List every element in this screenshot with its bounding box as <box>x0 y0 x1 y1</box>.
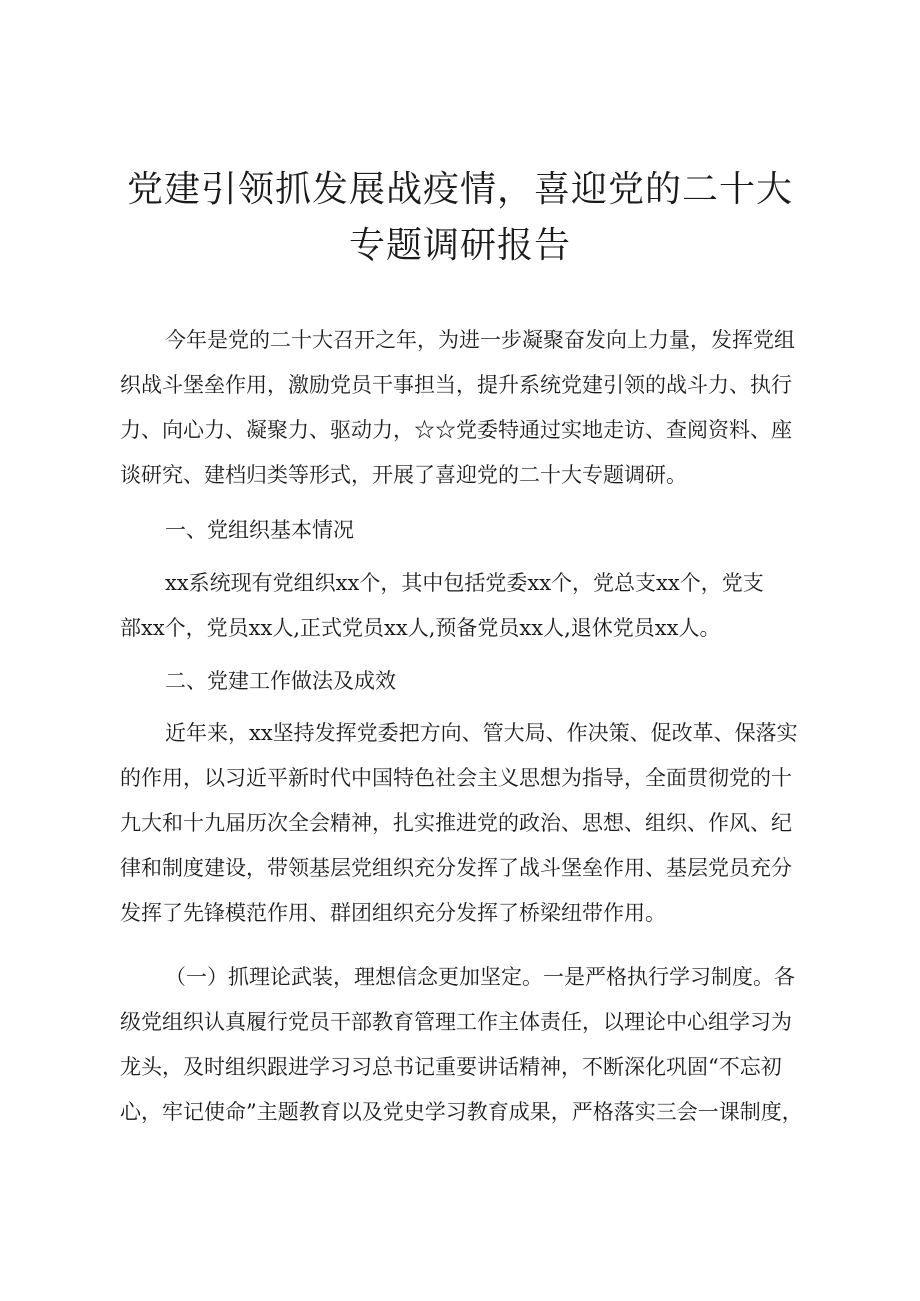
section2-line-1: 近年来，xx坚持发挥党委把方向、管大局、作决策、促改革、保落实 <box>165 721 798 745</box>
section2-line-5: 发挥了先锋模范作用、群团组织充分发挥了桥梁纽带作用。 <box>120 901 666 925</box>
intro-line-3: 力、向心力、凝聚力、驱动力，☆☆党委特通过实地走访、查阅资料、座 <box>120 418 792 442</box>
section2-line-2: 的作用，以习近平新时代中国特色社会主义思想为指导，全面贯彻党的十 <box>120 766 792 790</box>
intro-line-4: 谈研究、建档归类等形式，开展了喜迎党的二十大专题调研。 <box>120 463 687 487</box>
subsection1-line-1: （一）抓理论武装，理想信念更加坚定。一是严格执行学习制度。各 <box>165 965 795 989</box>
subsection1-line-2: 级党组织认真履行党员干部教育管理工作主体责任，以理论中心组学习为 <box>120 1010 792 1034</box>
intro-line-1: 今年是党的二十大召开之年，为进一步凝聚奋发向上力量，发挥党组 <box>165 328 795 352</box>
section2-heading: 二、党建工作做法及成效 <box>165 669 396 693</box>
subsection1-line-4: 心，牢记使命”主题教育以及党史学习教育成果，严格落实三会一课制度， <box>120 1100 803 1124</box>
document-title-line-2: 专题调研报告 <box>348 225 571 266</box>
document-title-line-1: 党建引领抓发展战疫情，喜迎党的二十大 <box>126 169 793 210</box>
section1-line-2: 部xx个，党员xx人,正式党员xx人,预备党员xx人,退休党员xx人。 <box>120 616 721 640</box>
section2-line-3: 九大和十九届历次全会精神，扎实推进党的政治、思想、组织、作风、纪 <box>120 811 792 835</box>
subsection1-line-3: 龙头，及时组织跟进学习习总书记重要讲话精神，不断深化巩固“不忘初 <box>120 1055 782 1079</box>
section1-heading: 一、党组织基本情况 <box>165 518 354 542</box>
intro-line-2: 织战斗堡垒作用，激励党员干事担当，提升系统党建引领的战斗力、执行 <box>120 373 792 397</box>
section1-line-1: xx系统现有党组织xx个，其中包括党委xx个，党总支xx个，党支 <box>165 571 764 595</box>
section2-line-4: 律和制度建设，带领基层党组织充分发挥了战斗堡垒作用、基层党员充分 <box>120 856 792 880</box>
